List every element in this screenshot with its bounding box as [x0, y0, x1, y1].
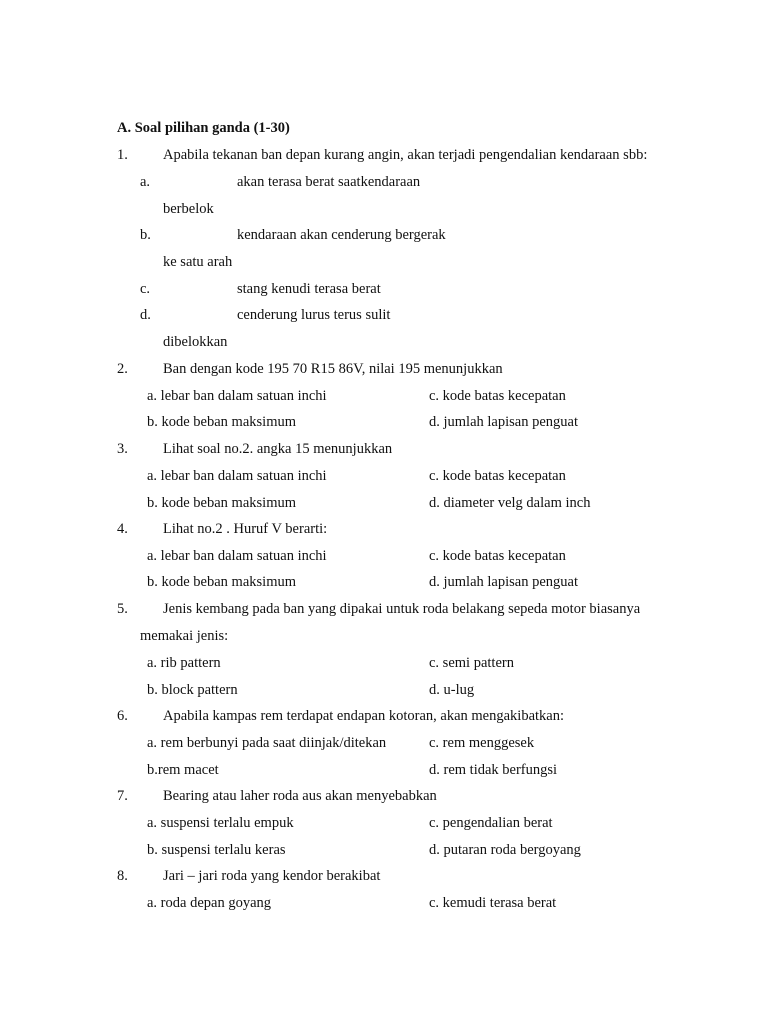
option-text: akan terasa berat saatkendaraan: [237, 174, 421, 190]
option-d: d. u-lug: [429, 682, 475, 698]
question-number: 6.: [117, 708, 128, 724]
option-d: d. diameter velg dalam inch: [429, 495, 591, 511]
option-c: c. pengendalian berat: [429, 815, 553, 831]
option-d: d. jumlah lapisan penguat: [429, 414, 578, 430]
question-number: 7.: [117, 788, 128, 804]
question-number: 4.: [117, 521, 128, 537]
option-c: c. kode batas kecepatan: [429, 548, 566, 564]
option-text: cenderung lurus terus sulit: [237, 307, 391, 323]
option-d: d. putaran roda bergoyang: [429, 842, 581, 858]
question-number: 1.: [117, 147, 128, 163]
option-text: kendaraan akan cenderung bergerak: [237, 227, 446, 243]
option-a: a. lebar ban dalam satuan inchi: [147, 468, 327, 484]
question-text: Lihat no.2 . Huruf V berarti:: [163, 521, 328, 537]
question-text: Jari – jari roda yang kendor berakibat: [163, 868, 381, 884]
option-c: c. kode batas kecepatan: [429, 468, 566, 484]
question-text: Apabila tekanan ban depan kurang angin, akan terjadi pengendalian kendaraan sbb:: [163, 147, 648, 163]
question-number: 8.: [117, 868, 128, 884]
option-c: c. kode batas kecepatan: [429, 388, 566, 404]
option-b: b. block pattern: [147, 682, 238, 698]
question-text: Jenis kembang pada ban yang dipakai untuk roda belakang sepeda motor biasanya: [163, 601, 641, 617]
option-letter: d.: [140, 307, 151, 323]
option-text-continued: berbelok: [163, 201, 214, 217]
option-letter: b.: [140, 227, 151, 243]
option-text-continued: dibelokkan: [163, 334, 228, 350]
question-number: 3.: [117, 441, 128, 457]
option-a: a. roda depan goyang: [147, 895, 272, 911]
option-b: b. kode beban maksimum: [147, 574, 297, 590]
option-a: a. suspensi terlalu empuk: [147, 815, 294, 831]
question-number: 5.: [117, 601, 128, 617]
option-b: b. kode beban maksimum: [147, 414, 297, 430]
option-text: stang kenudi terasa berat: [237, 281, 381, 297]
option-letter: c.: [140, 281, 151, 297]
option-d: d. rem tidak berfungsi: [429, 762, 558, 778]
section-title: A. Soal pilihan ganda (1-30): [117, 120, 290, 136]
option-a: a. lebar ban dalam satuan inchi: [147, 548, 327, 564]
option-b: b. suspensi terlalu keras: [147, 842, 286, 858]
question-text: Apabila kampas rem terdapat endapan kotoran, akan mengakibatkan:: [163, 708, 565, 724]
question-text: Ban dengan kode 195 70 R15 86V, nilai 195 menunjukkan: [163, 361, 503, 377]
option-c: c. rem menggesek: [429, 735, 535, 751]
option-c: c. kemudi terasa berat: [429, 895, 557, 911]
question-number: 2.: [117, 361, 128, 377]
option-a: a. rem berbunyi pada saat diinjak/ditekan: [147, 735, 387, 751]
option-c: c. semi pattern: [429, 655, 514, 671]
question-text: Lihat soal no.2. angka 15 menunjukkan: [163, 441, 393, 457]
question-text: Bearing atau laher roda aus akan menyebabkan: [163, 788, 437, 804]
option-a: a. rib pattern: [147, 655, 221, 671]
option-d: d. jumlah lapisan penguat: [429, 574, 578, 590]
option-b: b.rem macet: [147, 762, 219, 778]
option-text-continued: ke satu arah: [163, 254, 233, 270]
option-letter: a.: [140, 174, 151, 190]
option-b: b. kode beban maksimum: [147, 495, 297, 511]
option-a: a. lebar ban dalam satuan inchi: [147, 388, 327, 404]
question-text-continued: memakai jenis:: [140, 628, 229, 644]
